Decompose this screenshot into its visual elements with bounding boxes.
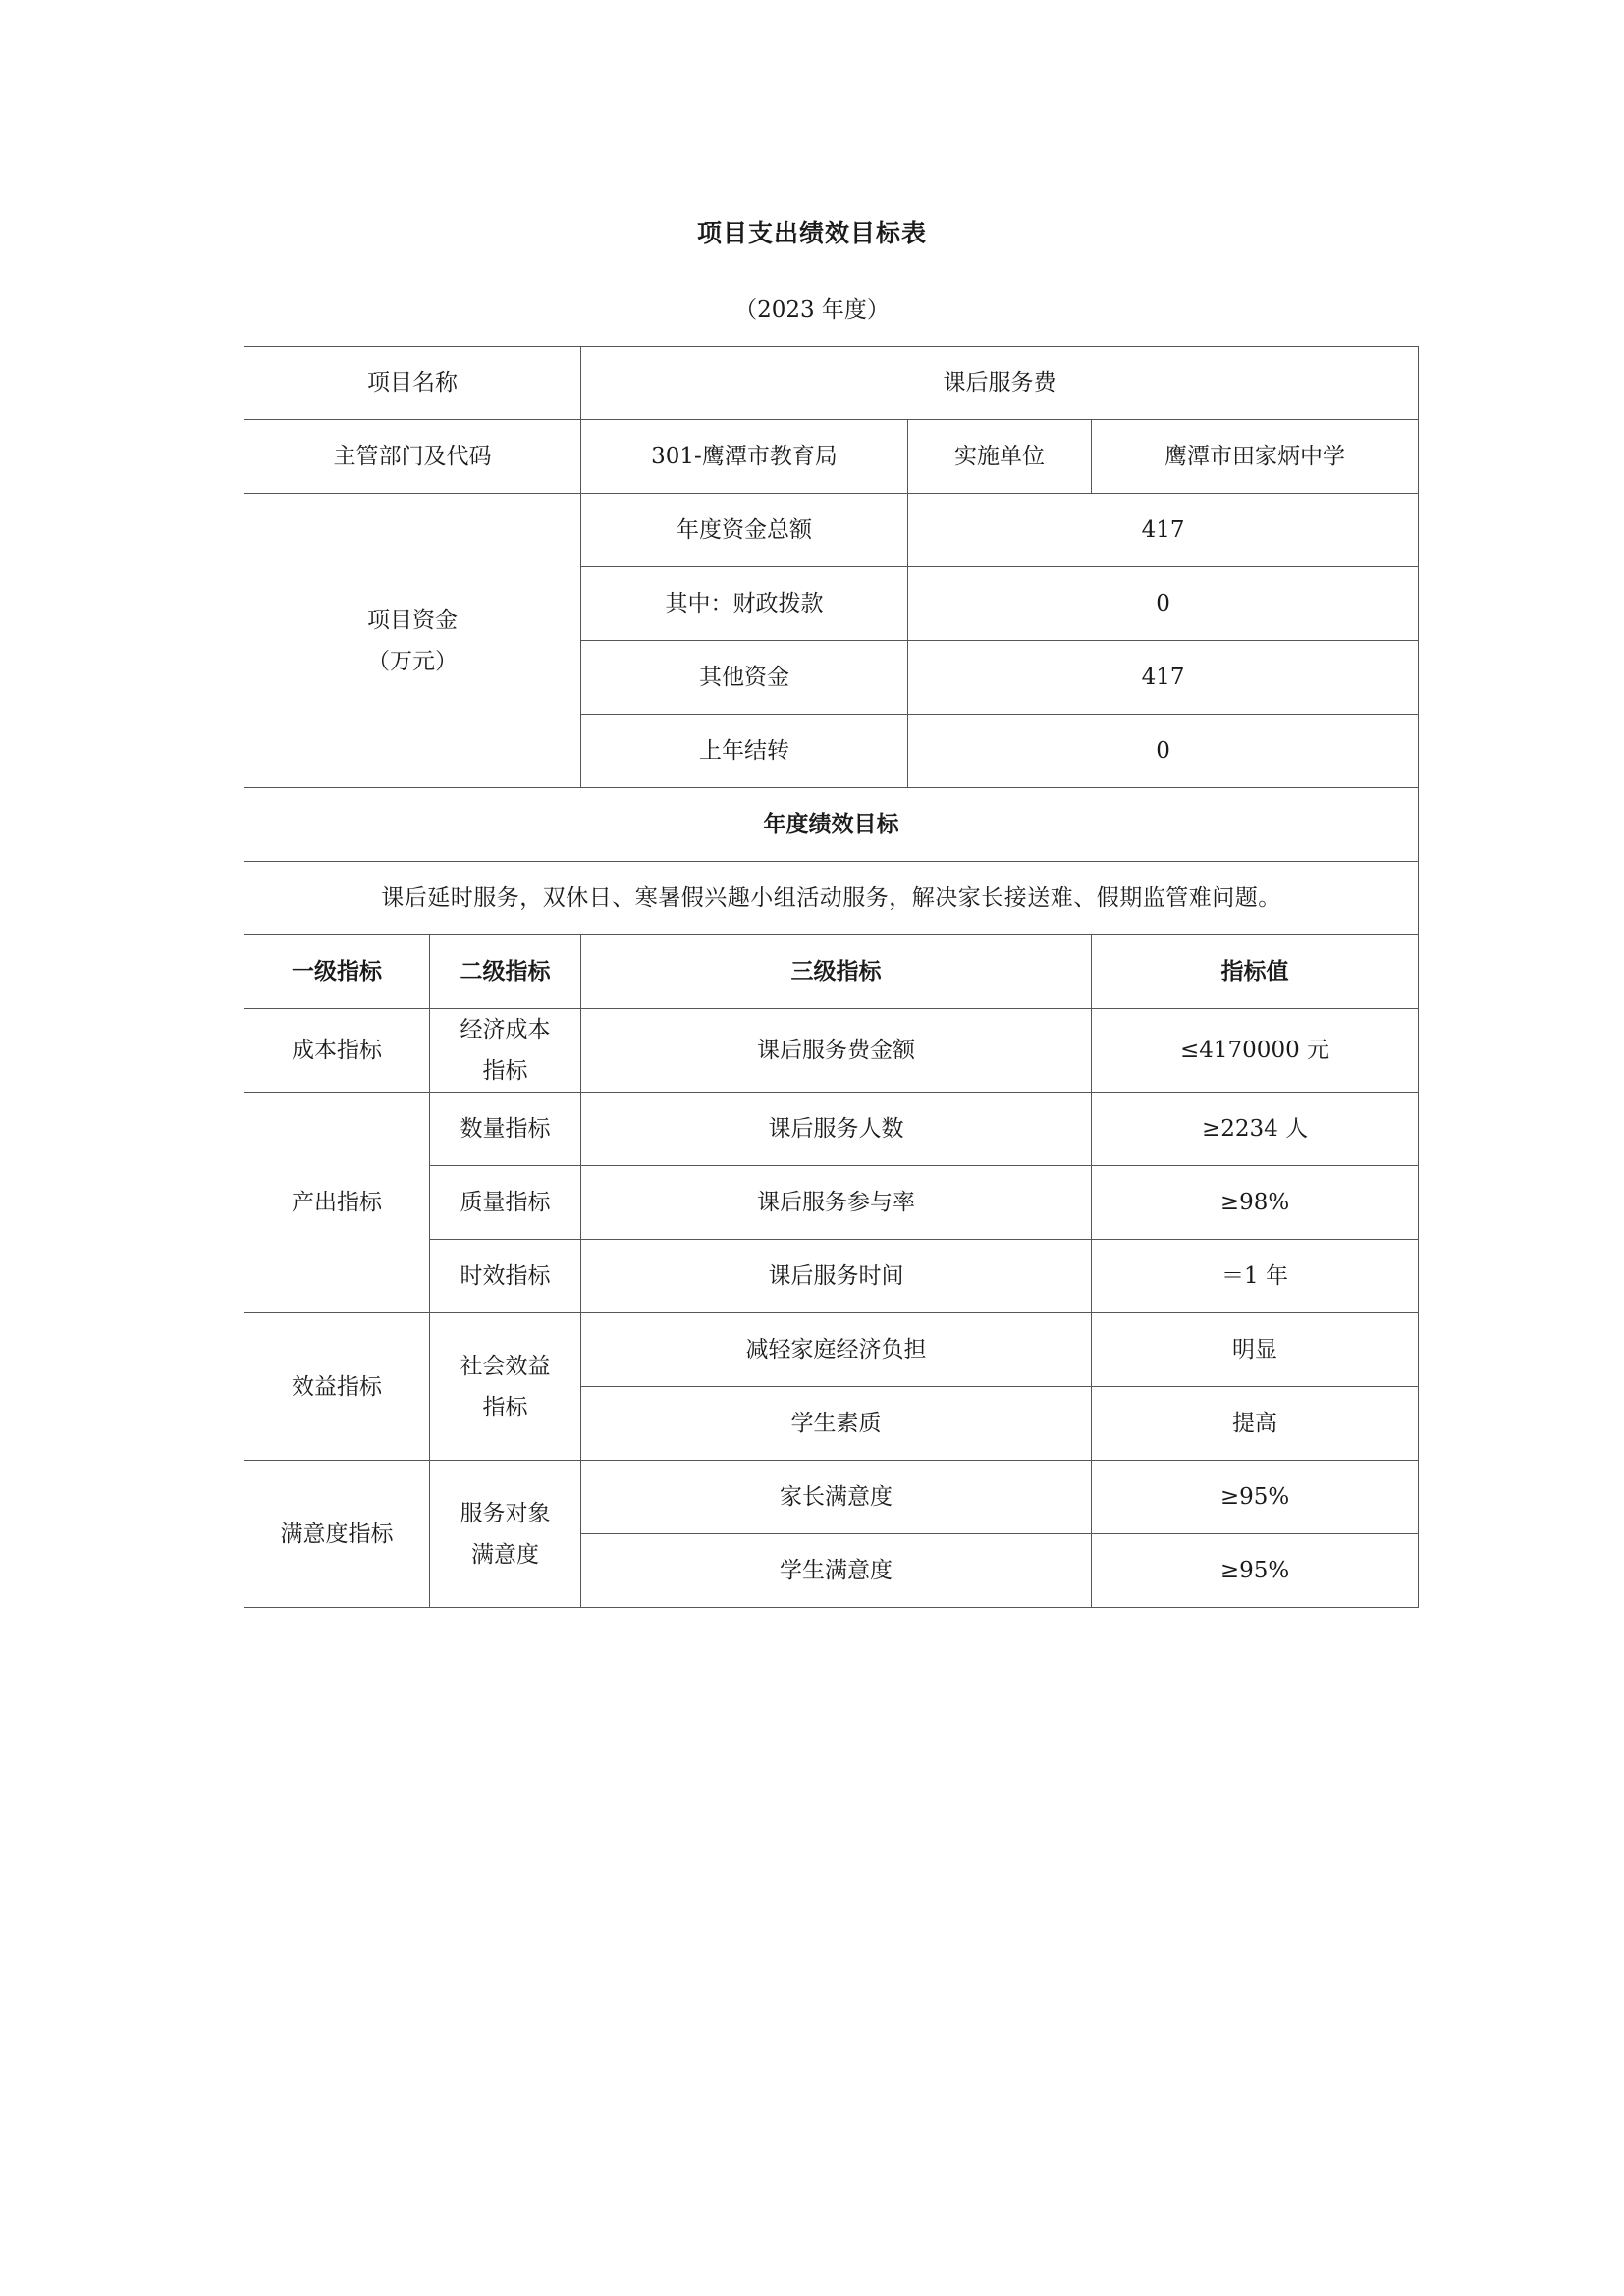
funds-label: [244, 494, 581, 788]
benefit-quality-value: 提高: [1092, 1387, 1419, 1461]
funds-fiscal-value: 0: [908, 567, 1419, 641]
header-level1: 一级指标: [244, 935, 430, 1009]
benefit-level2-line1: 社会效益: [460, 1353, 551, 1379]
satisfaction-level2: [430, 1461, 581, 1608]
document-subtitle: （2023 年度）: [734, 297, 890, 323]
department-value: 301-鹰潭市教育局: [581, 420, 908, 494]
output-quantity-level2: 数量指标: [430, 1093, 581, 1166]
satisfaction-student-level3: 学生满意度: [581, 1534, 1092, 1608]
cost-level2-line1: 经济成本: [460, 1017, 551, 1042]
cost-level2: [430, 1009, 581, 1093]
funds-label-line2: （万元）: [367, 648, 458, 674]
output-timeliness-level3: 课后服务时间: [581, 1240, 1092, 1313]
funds-total-value: 417: [908, 494, 1419, 567]
goal-text-row: [244, 862, 1419, 935]
header-level3: 三级指标: [581, 935, 1092, 1009]
output-timeliness-value: ＝1 年: [1092, 1240, 1419, 1313]
benefit-quality-level3: 学生素质: [581, 1387, 1092, 1461]
satisfaction-student-value: ≥95%: [1092, 1534, 1419, 1608]
satisfaction-level2-line1: 服务对象: [460, 1500, 551, 1526]
cost-level2-line2: 指标: [482, 1058, 528, 1084]
output-quality-value: ≥98%: [1092, 1166, 1419, 1240]
benefit-burden-level3: 减轻家庭经济负担: [581, 1313, 1092, 1387]
implementing-unit-value: 鹰潭市田家炳中学: [1092, 420, 1419, 494]
project-name-row: [244, 347, 1419, 420]
satisfaction-parent-level3: 家长满意度: [581, 1461, 1092, 1534]
table-row: [244, 1093, 1419, 1166]
cost-level1: 成本指标: [244, 1009, 430, 1093]
goal-text: 课后延时服务，双休日、寒暑假兴趣小组活动服务，解决家长接送难、假期监管难问题。: [244, 862, 1419, 935]
goal-header: 年度绩效目标: [244, 788, 1419, 862]
funds-carryover-label: 上年结转: [581, 715, 908, 788]
document-title: 项目支出绩效目标表: [696, 219, 927, 247]
benefit-level2: [430, 1313, 581, 1461]
output-level1: 产出指标: [244, 1093, 430, 1313]
department-label: 主管部门及代码: [244, 420, 581, 494]
table-row: [244, 1461, 1419, 1534]
output-quantity-value: ≥2234 人: [1092, 1093, 1419, 1166]
output-quantity-level3: 课后服务人数: [581, 1093, 1092, 1166]
benefit-level1: 效益指标: [244, 1313, 430, 1461]
project-name-value: 课后服务费: [581, 347, 1419, 420]
funds-carryover-value: 0: [908, 715, 1419, 788]
funds-row: [244, 494, 1419, 567]
satisfaction-level1: 满意度指标: [244, 1461, 430, 1608]
funds-total-label: 年度资金总额: [581, 494, 908, 567]
header-level2: 二级指标: [430, 935, 581, 1009]
performance-target-table: [244, 346, 1419, 1608]
table-row: [244, 1313, 1419, 1387]
implementing-unit-label: 实施单位: [908, 420, 1092, 494]
cost-value: ≤4170000 元: [1092, 1009, 1419, 1093]
benefit-burden-value: 明显: [1092, 1313, 1419, 1387]
funds-fiscal-label: 其中：财政拨款: [581, 567, 908, 641]
funds-other-value: 417: [908, 641, 1419, 715]
table-row: [244, 1009, 1419, 1093]
goal-header-row: [244, 788, 1419, 862]
funds-other-label: 其他资金: [581, 641, 908, 715]
department-row: [244, 420, 1419, 494]
indicator-header-row: [244, 935, 1419, 1009]
satisfaction-parent-value: ≥95%: [1092, 1461, 1419, 1534]
header-value: 指标值: [1092, 935, 1419, 1009]
project-name-label: 项目名称: [244, 347, 581, 420]
funds-label-line1: 项目资金: [367, 607, 458, 633]
cost-level3: 课后服务费金额: [581, 1009, 1092, 1093]
output-timeliness-level2: 时效指标: [430, 1240, 581, 1313]
output-quality-level2: 质量指标: [430, 1166, 581, 1240]
output-quality-level3: 课后服务参与率: [581, 1166, 1092, 1240]
satisfaction-level2-line2: 满意度: [471, 1541, 539, 1568]
benefit-level2-line2: 指标: [482, 1394, 528, 1420]
